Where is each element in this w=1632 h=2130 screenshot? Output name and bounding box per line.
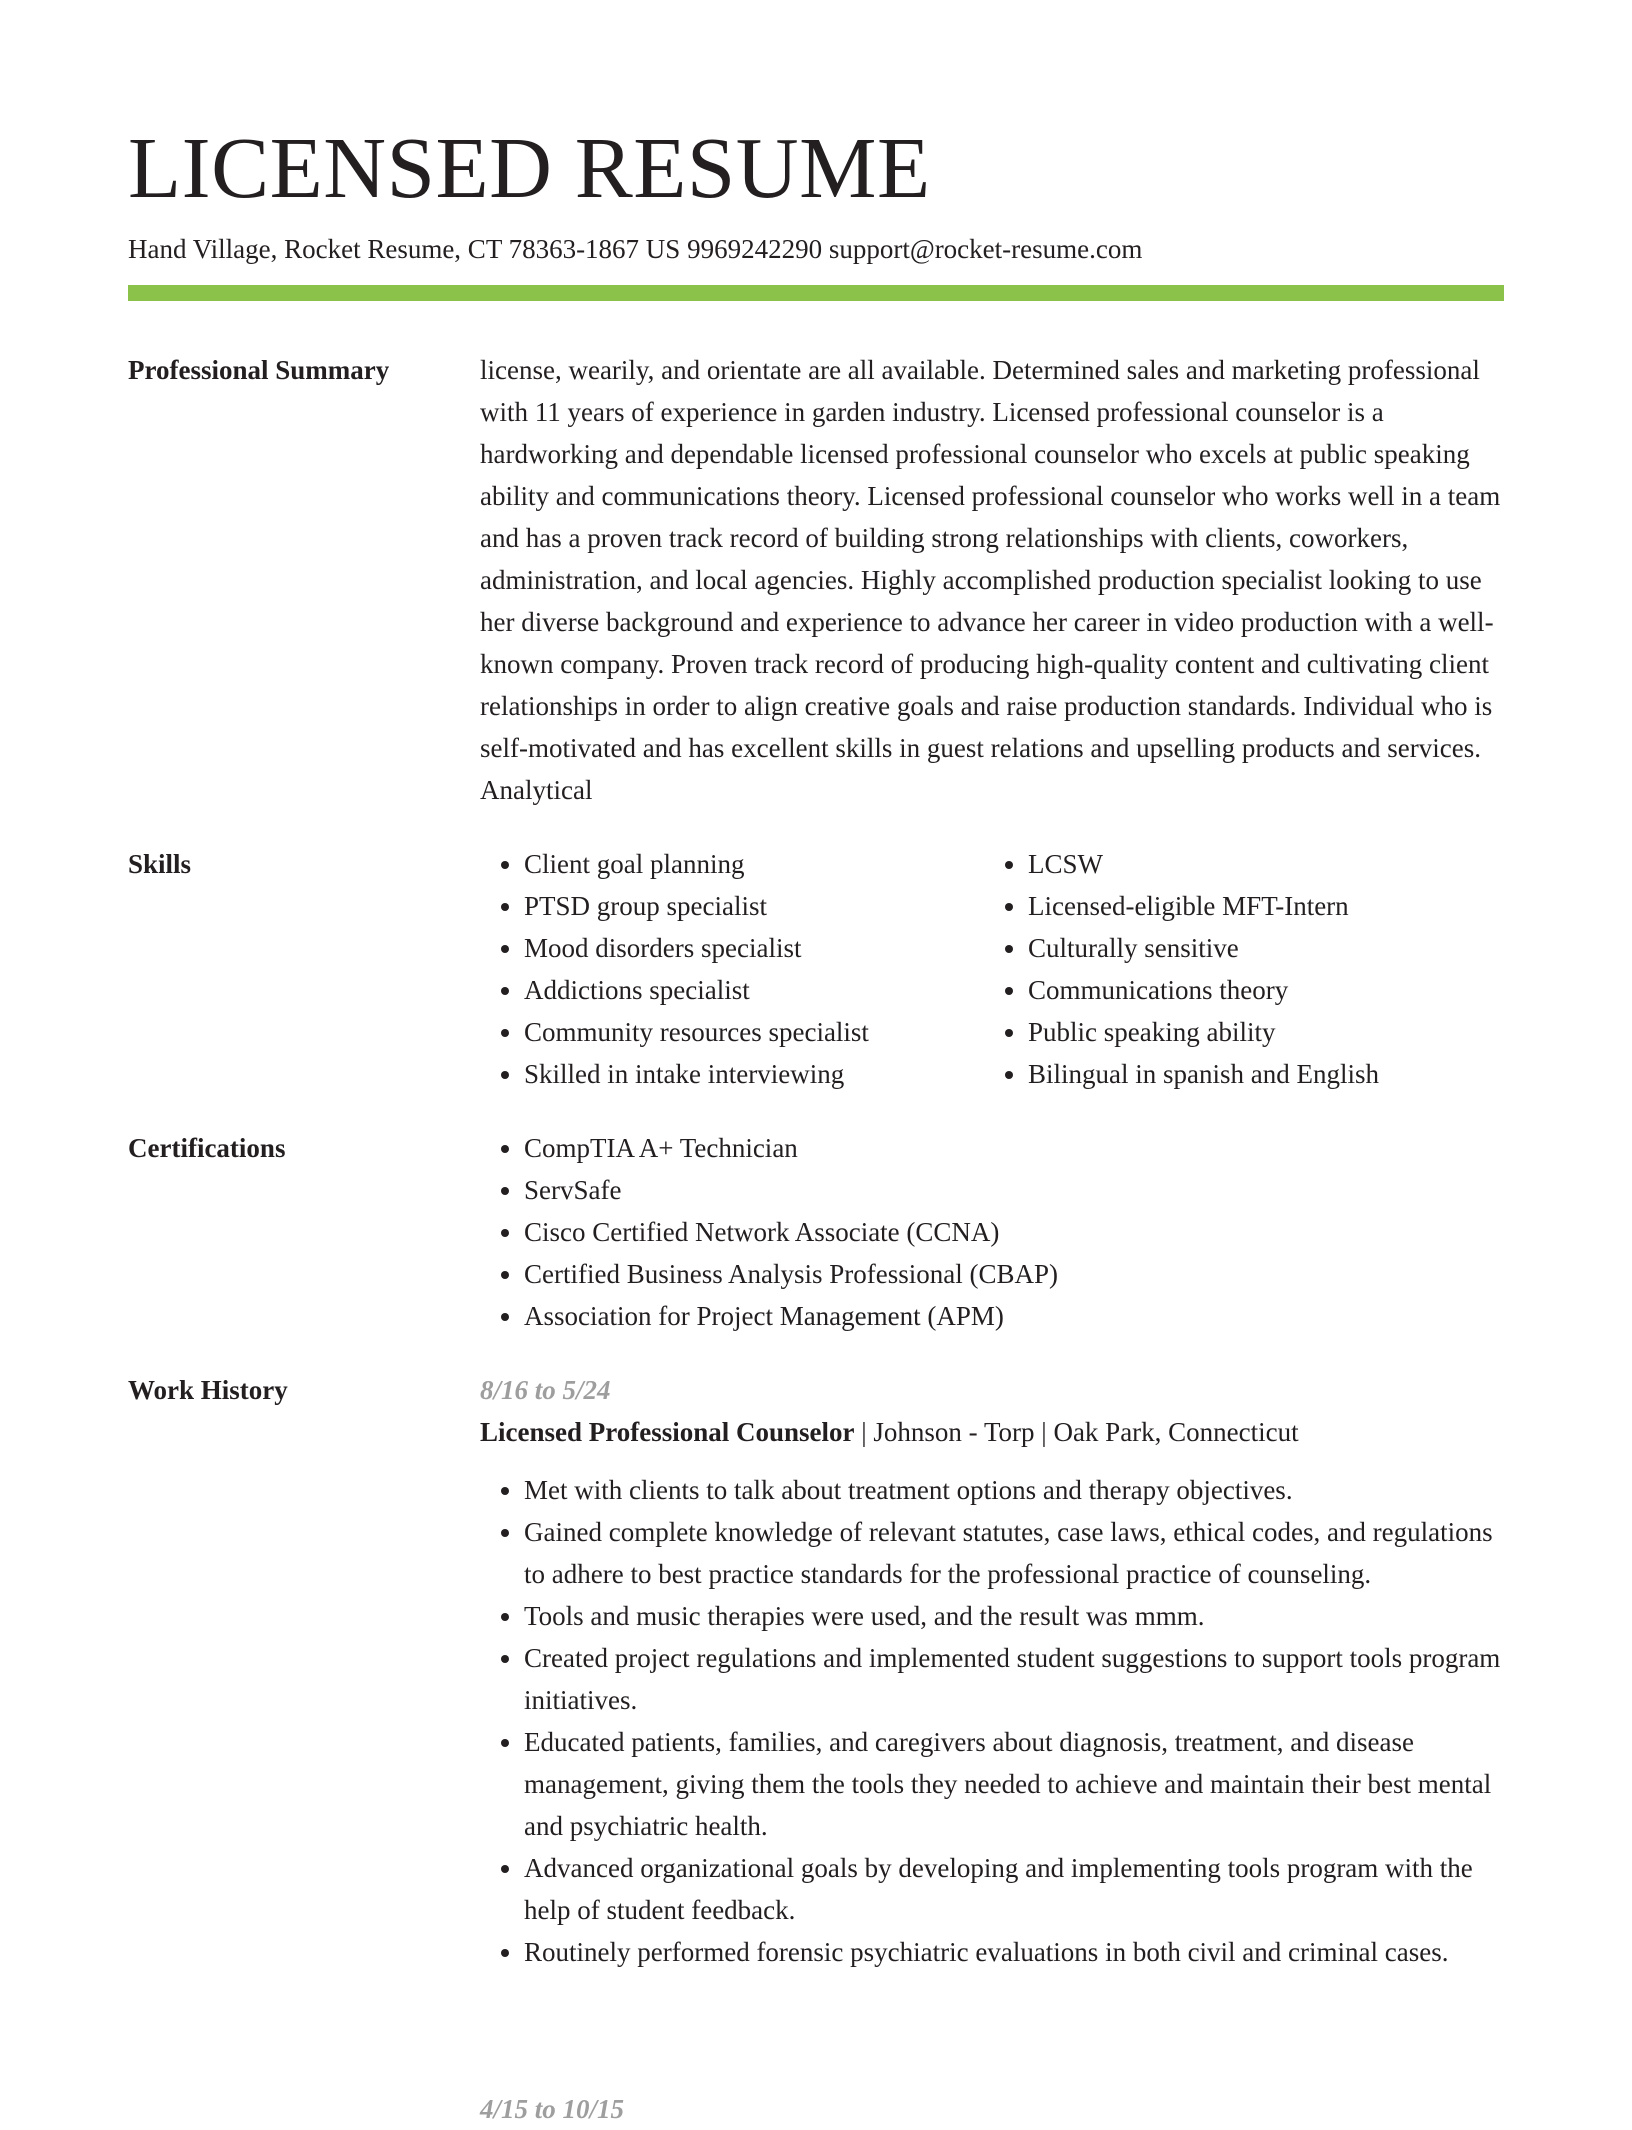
certification-item: • Association for Project Management (APM) [524,1295,1504,1337]
job-bullet: • Tools and music therapies were used, and the result was mmm. [524,1595,1504,1637]
certifications-body [480,1127,1504,1337]
skills-list-left [480,843,984,1095]
skills-body [480,843,1504,1095]
summary-text: license, wearily, and orientate are all available. Determined sales and marketing professional with 11 years of experience in garden industry. Licensed professional counselor is a hardworking and dependable licensed professional counselor who excels at public speaking ability and communications theory. Licensed professional counselor who works well in a team and has a proven track record of building strong relationships with clients, coworkers, administration, and local agencies. Highly accomplished production specialist looking to use her diverse background and experience to advance her career in video production with a well-known company. Proven track record of producing high-quality content and cultivating client relationships in order to align creative goals and raise production standards. Individual who is self-motivated and has excellent skills in guest relations and upselling products and services. Analytical [480,355,1501,805]
skill-item: • Mood disorders specialist [524,927,984,969]
skill-item: • LCSW [1028,843,1488,885]
summary-body [480,349,1504,811]
job-bullet: • Advanced organizational goals by developing and implementing tools program with the help of student feedback. [524,1847,1504,1931]
skill-item: • Bilingual in spanish and English [1028,1053,1488,1095]
accent-divider [128,285,1504,301]
job-bullet: • Created project regulations and implemented student suggestions to support tools program initiatives. [524,1637,1504,1721]
skill-item: • Communications theory [1028,969,1488,1011]
certification-item: • ServSafe [524,1169,1504,1211]
resume-page [128,0,1504,2124]
candidate-name: LICENSED RESUME [128,119,931,216]
job-bullet: • Educated patients, families, and caregivers about diagnosis, treatment, and disease management, giving them the tools they needed to achieve and maintain their best mental and psychiatric health. [524,1721,1504,1847]
skill-item: • Community resources specialist [524,1011,984,1053]
job-entry [480,1369,1504,1973]
skills-columns [480,843,1504,1095]
certifications-heading: Certifications [128,1133,286,1163]
certifications-list [480,1127,1504,1337]
certification-item: • Certified Business Analysis Professional (CBAP) [524,1253,1504,1295]
job-bullet: • Met with clients to talk about treatment options and therapy objectives. [524,1469,1504,1511]
skills-heading: Skills [128,849,192,879]
work-history-heading: Work History [128,1375,288,1405]
job-header [480,1411,1504,1453]
certification-item: • Cisco Certified Network Associate (CCNA) [524,1211,1504,1253]
skill-item: • Skilled in intake interviewing [524,1053,984,1095]
job-bullet: • Gained complete knowledge of relevant statutes, case laws, ethical codes, and regulations to adhere to best practice standards for the professional practice of counseling. [524,1511,1504,1595]
skill-item: • Addictions specialist [524,969,984,1011]
skill-item: • Licensed-eligible MFT-Intern [1028,885,1488,927]
summary-heading: Professional Summary [128,355,390,385]
job-bullets [480,1469,1504,1973]
job-title: Licensed Professional Counselor [480,1417,855,1447]
job-dates: 4/15 to 10/15 [480,2094,625,2124]
skill-item: • Public speaking ability [1028,1011,1488,1053]
skill-item: • PTSD group specialist [524,885,984,927]
skills-column-left [480,843,984,1095]
job-dates: 8/16 to 5/24 [480,1375,611,1405]
contact-line: Hand Village, Rocket Resume, CT 78363-1867 US 9969242290 support@rocket-resume.com [128,234,1143,264]
job-employer-location: | Johnson - Torp | Oak Park, Connecticut [854,1417,1299,1447]
work-history-body [480,1369,1504,1973]
skills-column-right [984,843,1488,1095]
job-bullet: • Routinely performed forensic psychiatric evaluations in both civil and criminal cases. [524,1931,1504,1973]
certification-item: • CompTIA A+ Technician [524,1127,1504,1169]
skill-item: • Client goal planning [524,843,984,885]
skill-item: • Culturally sensitive [1028,927,1488,969]
skills-list-right [984,843,1488,1095]
